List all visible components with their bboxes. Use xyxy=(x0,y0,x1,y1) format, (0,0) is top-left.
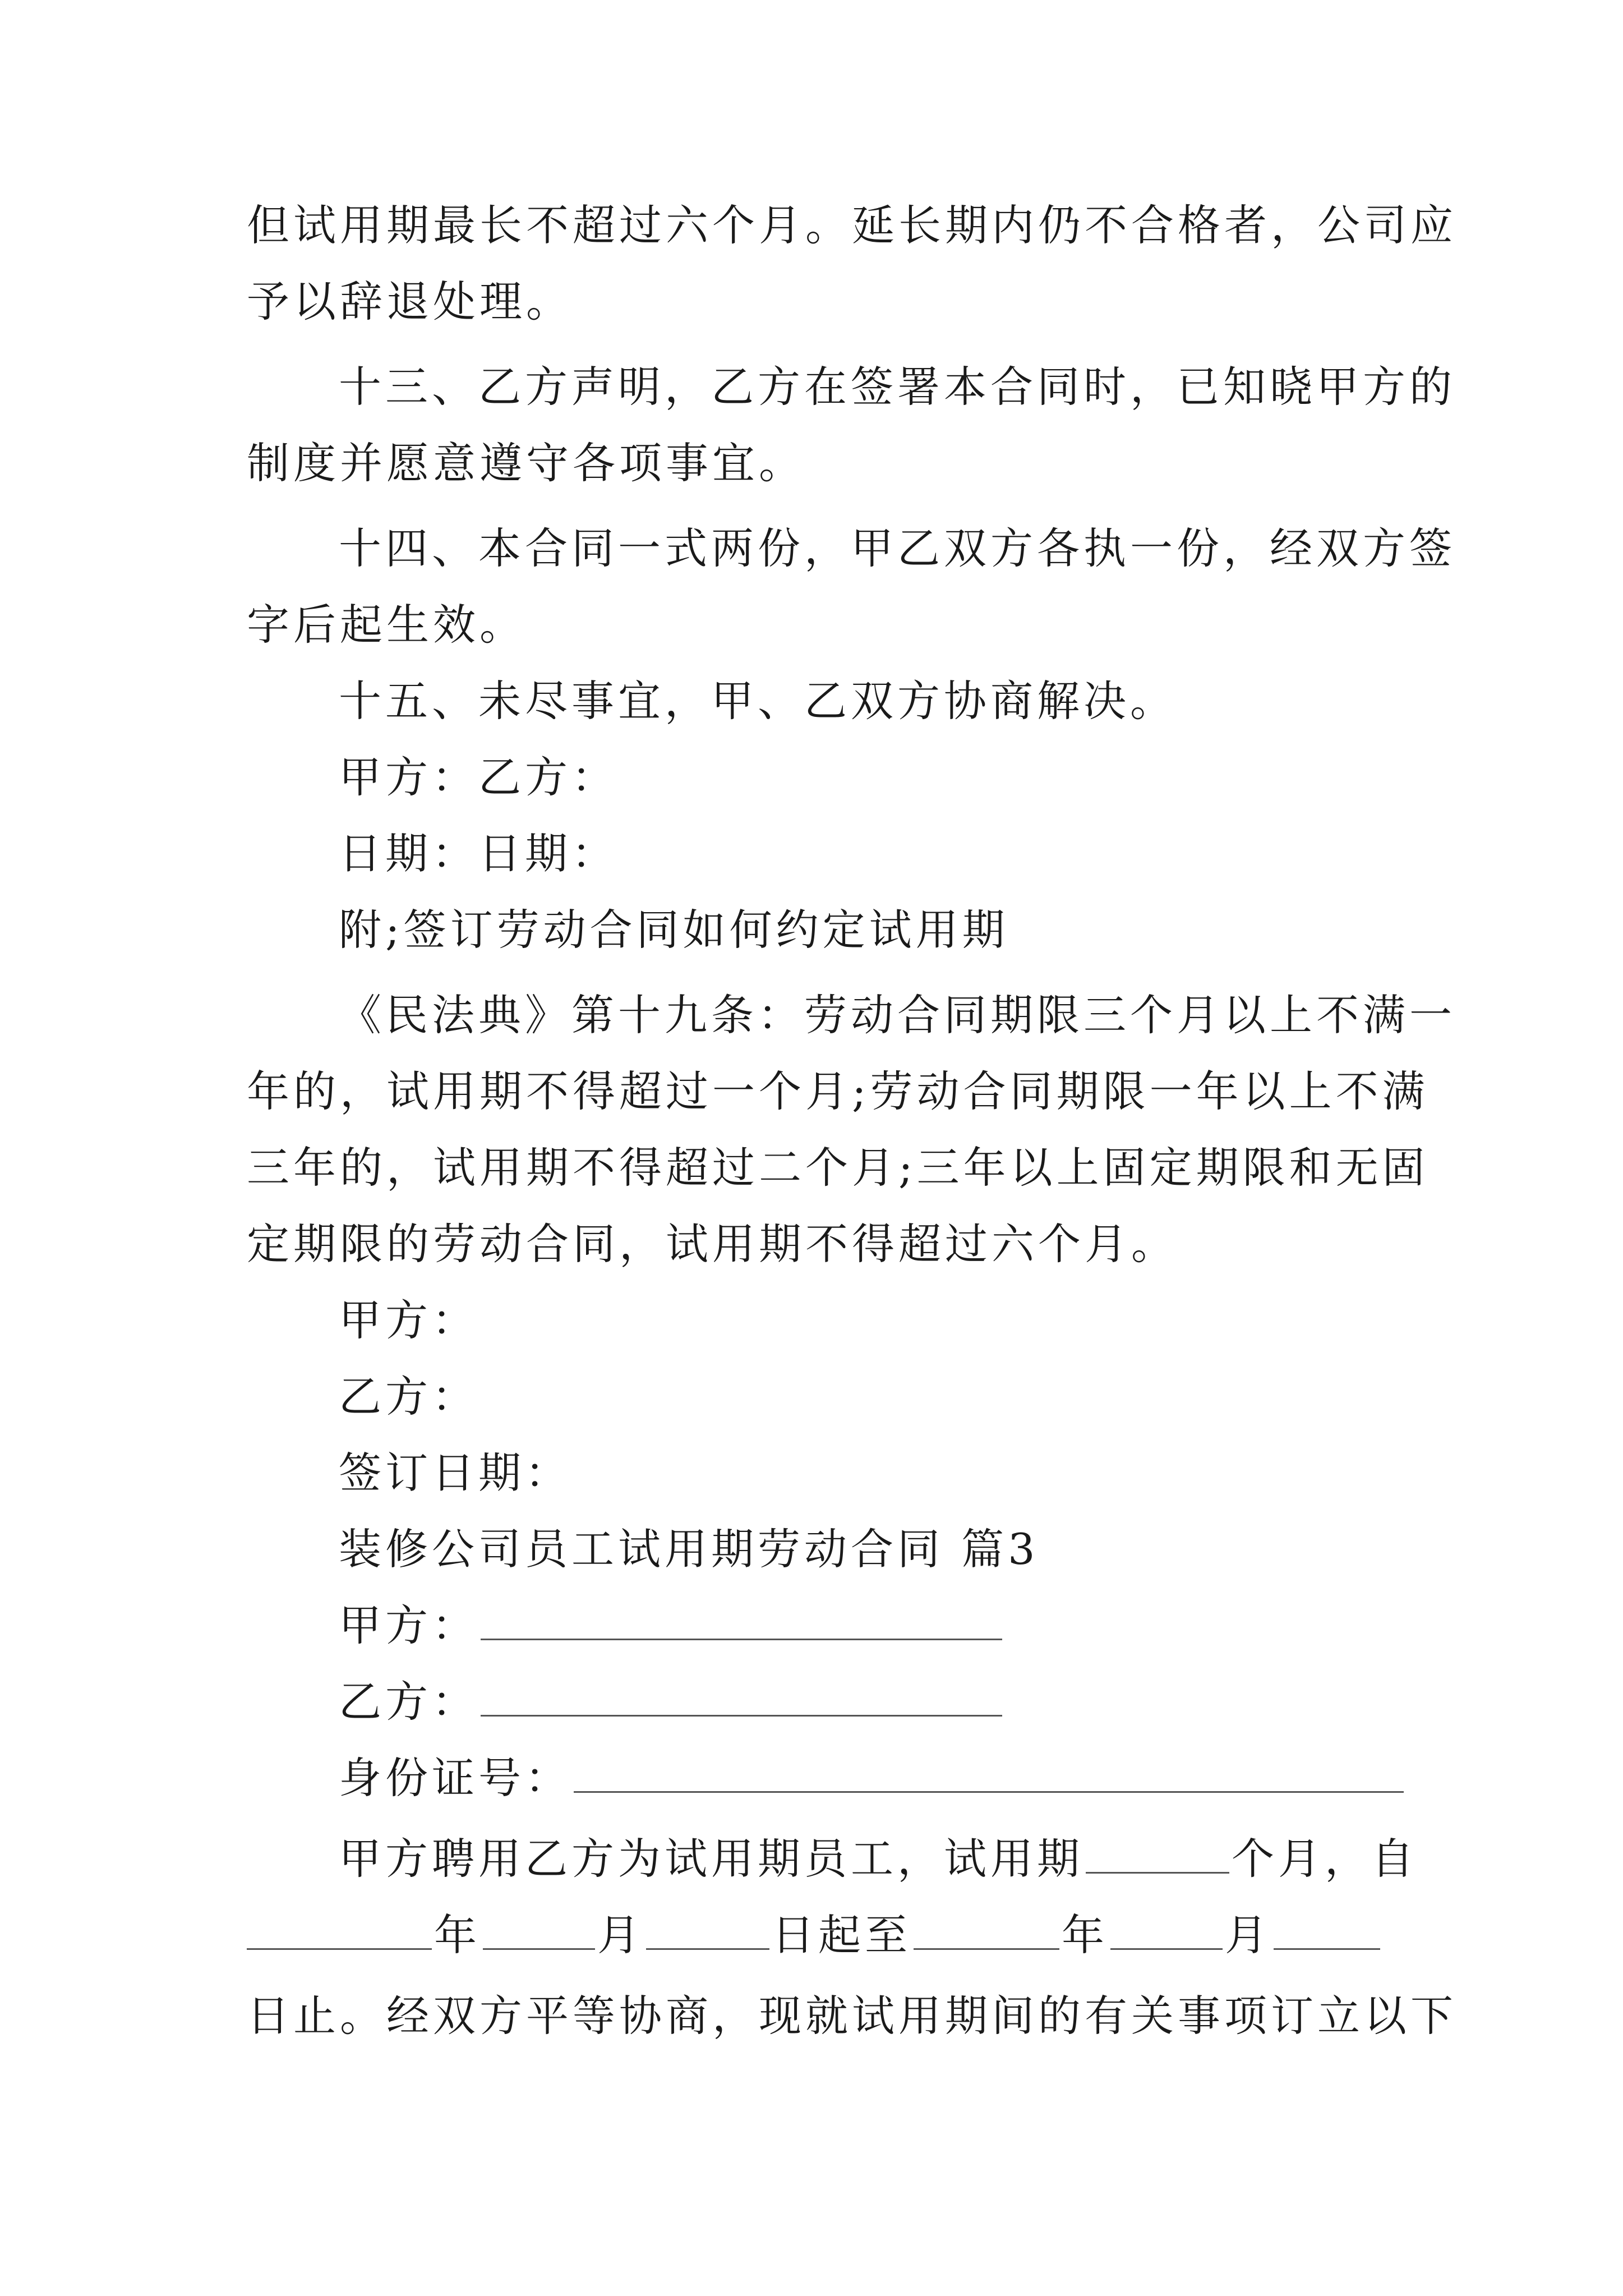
party-a-field xyxy=(339,1598,1391,1654)
date-signature-line: 日期：日期： xyxy=(339,829,618,878)
paragraph-line: 日止。经双方平等协商，现就试用期间的有关事项订立以下 xyxy=(247,1991,1457,2041)
end-year-blank[interactable] xyxy=(914,1911,1059,1950)
party-signature-line: 甲方：乙方： xyxy=(339,752,618,802)
end-month-label: 月 xyxy=(1225,1910,1271,1960)
paragraph-line: 三年的，试用期不得超过二个月;三年以上固定期限和无固 xyxy=(247,1143,1429,1193)
id-number-label: 身份证号： xyxy=(339,1753,571,1803)
end-day-blank[interactable] xyxy=(1274,1911,1380,1950)
paragraph-line: 字后起生效。 xyxy=(247,600,526,650)
party-a-label: 甲方： xyxy=(339,1295,478,1345)
start-month-blank[interactable] xyxy=(483,1911,595,1950)
appendix-heading: 附;签订劳动合同如何约定试用期 xyxy=(339,905,1009,955)
start-month-label: 月 xyxy=(597,1910,644,1960)
paragraph-line: 定期限的劳动合同，试用期不得超过六个月。 xyxy=(247,1219,1178,1269)
party-b-field-label: 乙方： xyxy=(339,1677,478,1727)
probation-months-text: 个月，自 xyxy=(1232,1834,1418,1884)
start-day-label: 日起至 xyxy=(772,1910,911,1960)
paragraph-line: 予以辞退处理。 xyxy=(247,277,573,326)
clause-14-line: 十四、本合同一式两份，甲乙双方各执一份，经双方签 xyxy=(339,523,1456,573)
civil-code-line: 《民法典》第十九条：劳动合同期限三个月以上不满一 xyxy=(339,990,1456,1040)
paragraph-line: 制度并愿意遵守各项事宜。 xyxy=(247,438,805,488)
start-year-label: 年 xyxy=(434,1910,481,1960)
probation-dates-line xyxy=(247,1907,1391,1963)
clause-13-line: 十三、乙方声明，乙方在签署本合同时，已知晓甲方的 xyxy=(339,362,1456,412)
paragraph-line: 但试用期最长不超过六个月。延长期内仍不合格者，公司应 xyxy=(247,200,1457,250)
id-number-blank[interactable] xyxy=(574,1754,1404,1793)
probation-months-blank[interactable] xyxy=(1086,1835,1229,1874)
clause-15-line: 十五、未尽事宜，甲、乙双方协商解决。 xyxy=(339,676,1177,726)
probation-intro-text: 甲方聘用乙方为试用期员工，试用期 xyxy=(339,1834,1083,1884)
party-b-field xyxy=(339,1674,1391,1730)
party-a-field-label: 甲方： xyxy=(339,1600,478,1650)
party-b-label: 乙方： xyxy=(339,1372,478,1421)
paragraph-line: 年的，试用期不得超过一个月;劳动合同期限一年以上不满 xyxy=(247,1066,1429,1116)
party-b-blank[interactable] xyxy=(481,1678,1002,1717)
party-a-blank[interactable] xyxy=(481,1602,1002,1640)
end-month-blank[interactable] xyxy=(1110,1911,1223,1950)
signing-date-label: 签订日期： xyxy=(339,1448,571,1498)
probation-intro-line xyxy=(339,1831,1418,1887)
start-day-blank[interactable] xyxy=(646,1911,769,1950)
id-number-field xyxy=(339,1750,1391,1806)
contract-title: 装修公司员工试用期劳动合同 篇3 xyxy=(339,1524,1039,1574)
start-year-blank[interactable] xyxy=(247,1911,432,1950)
end-year-label: 年 xyxy=(1062,1910,1108,1960)
